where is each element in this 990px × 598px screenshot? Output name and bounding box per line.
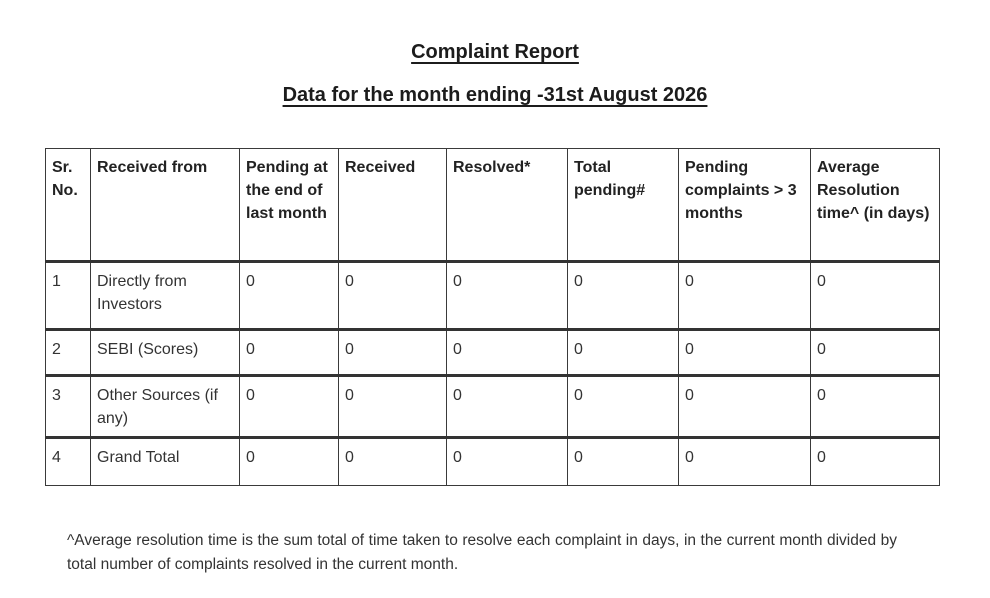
cell-received-from: Other Sources (if any) xyxy=(91,376,240,438)
cell-sr-no: 3 xyxy=(46,376,91,438)
cell-resolved: 0 xyxy=(447,438,568,486)
col-header-received-from: Received from xyxy=(91,149,240,262)
col-header-resolved: Resolved* xyxy=(447,149,568,262)
table-row xyxy=(46,376,940,438)
cell-total-pending: 0 xyxy=(568,376,679,438)
cell-received: 0 xyxy=(339,330,447,376)
cell-pending-over-3-months: 0 xyxy=(679,330,811,376)
cell-resolved: 0 xyxy=(447,330,568,376)
cell-avg-resolution-time: 0 xyxy=(811,376,940,438)
col-header-received: Received xyxy=(339,149,447,262)
cell-pending-last-month: 0 xyxy=(240,376,339,438)
col-header-sr-no: Sr. No. xyxy=(46,149,91,262)
col-header-pending-last-month: Pending at the end of last month xyxy=(240,149,339,262)
cell-pending-last-month: 0 xyxy=(240,330,339,376)
cell-received-from: Directly from Investors xyxy=(91,262,240,330)
table-row xyxy=(46,262,940,330)
cell-total-pending: 0 xyxy=(568,330,679,376)
cell-received-from: SEBI (Scores) xyxy=(91,330,240,376)
cell-sr-no: 1 xyxy=(46,262,91,330)
cell-pending-last-month: 0 xyxy=(240,438,339,486)
cell-avg-resolution-time: 0 xyxy=(811,438,940,486)
cell-pending-last-month: 0 xyxy=(240,262,339,330)
report-subtitle-text: Data for the month ending -31st August 2026 xyxy=(282,84,708,106)
report-title xyxy=(0,41,990,64)
cell-sr-no: 2 xyxy=(46,330,91,376)
complaint-table xyxy=(45,148,940,486)
footnote: ^Average resolution time is the sum total of time taken to resolve each complaint in days, in the current month divided by total number of complaints resolved in the current month. xyxy=(67,531,897,573)
cell-total-pending: 0 xyxy=(568,438,679,486)
report-subtitle xyxy=(0,84,990,107)
col-header-avg-resolution-time: Average Resolution time^ (in days) xyxy=(811,149,940,262)
cell-total-pending: 0 xyxy=(568,262,679,330)
cell-received: 0 xyxy=(339,262,447,330)
table-header-row xyxy=(46,149,940,262)
cell-resolved: 0 xyxy=(447,376,568,438)
cell-resolved: 0 xyxy=(447,262,568,330)
table-row xyxy=(46,330,940,376)
report-title-text: Complaint Report xyxy=(411,41,579,63)
col-header-total-pending: Total pending# xyxy=(568,149,679,262)
cell-pending-over-3-months: 0 xyxy=(679,376,811,438)
cell-avg-resolution-time: 0 xyxy=(811,330,940,376)
cell-pending-over-3-months: 0 xyxy=(679,438,811,486)
cell-sr-no: 4 xyxy=(46,438,91,486)
cell-received-from: Grand Total xyxy=(91,438,240,486)
cell-avg-resolution-time: 0 xyxy=(811,262,940,330)
cell-pending-over-3-months: 0 xyxy=(679,262,811,330)
cell-received: 0 xyxy=(339,438,447,486)
table-row xyxy=(46,438,940,486)
col-header-pending-over-3-months: Pending complaints > 3 months xyxy=(679,149,811,262)
cell-received: 0 xyxy=(339,376,447,438)
